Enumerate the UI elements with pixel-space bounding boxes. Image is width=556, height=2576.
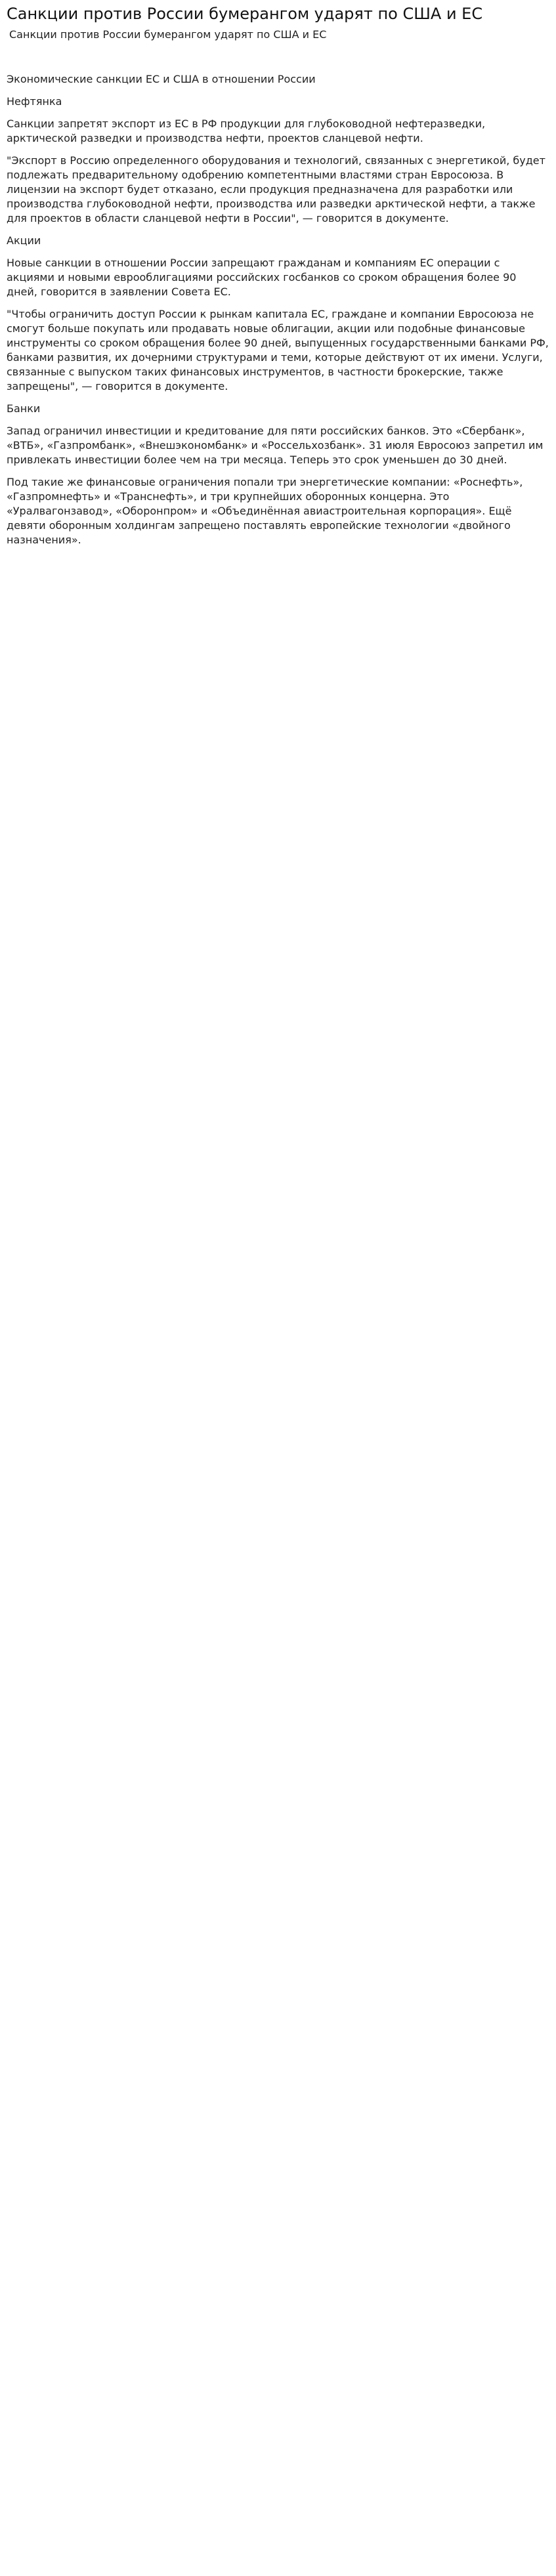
subheading-banks: Банки — [7, 402, 41, 415]
article-page — [0, 0, 556, 547]
paragraph: Под такие же финансовые ограничения попали три энергетические компании: «Роснефть», «Газпромнефть» и «Транснефть», и три крупнейших оборонных концерна. Это «Уралвагонзавод», «Оборонпром» и «Объединённая авиастроительная корпорация». Ещё девяти оборонным холдингам запрещено поставлять европейские технологии «двойного назначения». — [7, 476, 523, 546]
section-title: Экономические санкции ЕС и США в отношении России — [7, 73, 316, 85]
page-subtitle: Санкции против России бумерангом ударят по США и ЕС — [9, 28, 327, 41]
paragraph: "Экспорт в Россию определенного оборудования и технологий, связанных с энергетикой, будет подлежать предварительному одобрению компетентными властями стран Евросоюза. В лицензии на экспорт будет отказано, если продукция предназначена для разработки или производства глубоководной нефти, производства или разведки арктической нефти, а также для проектов в области сланцевой нефти в России", — говорится в документе. — [7, 154, 545, 224]
subheading-oil: Нефтянка — [7, 95, 62, 108]
paragraph: Новые санкции в отношении России запрещают гражданам и компаниям ЕС операции с акциями и новыми еврооблигациями российских госбанков со сроком обращения более 90 дней, говорится в заявлении Совета ЕС. — [7, 257, 517, 298]
page-title: Санкции против России бумерангом ударят по США и ЕС — [7, 5, 483, 23]
paragraph: Запад ограничил инвестиции и кредитование для пяти российских банков. Это «Сбербанк», «ВТБ», «Газпромбанк», «Внешэкономбанк» и «Россельхозбанк». 31 июля Евросоюз запретил им привлекать инвестиции более чем на три месяца. Теперь это срок уменьшен до 30 дней. — [7, 425, 544, 466]
paragraph: "Чтобы ограничить доступ России к рынкам капитала ЕС, граждане и компании Евросоюза не смогут больше покупать или продавать новые облигации, акции или подобные финансовые инструменты со сроком обращения более 90 дней, выпущенных государственными банками РФ, банками развития, их дочерними структурами и теми, которые действуют от их имени. Услуги, связанные с выпуском таких финансовых инструментов, в частности брокерские, также запрещены", — говорится в документе. — [7, 308, 549, 392]
paragraph: Санкции запретят экспорт из ЕС в РФ продукции для глубоководной нефтеразведки, арктической разведки и производства нефти, проектов сланцевой нефти. — [7, 117, 486, 144]
section-economic-sanctions — [7, 72, 549, 547]
subheading-stocks: Акции — [7, 234, 41, 247]
